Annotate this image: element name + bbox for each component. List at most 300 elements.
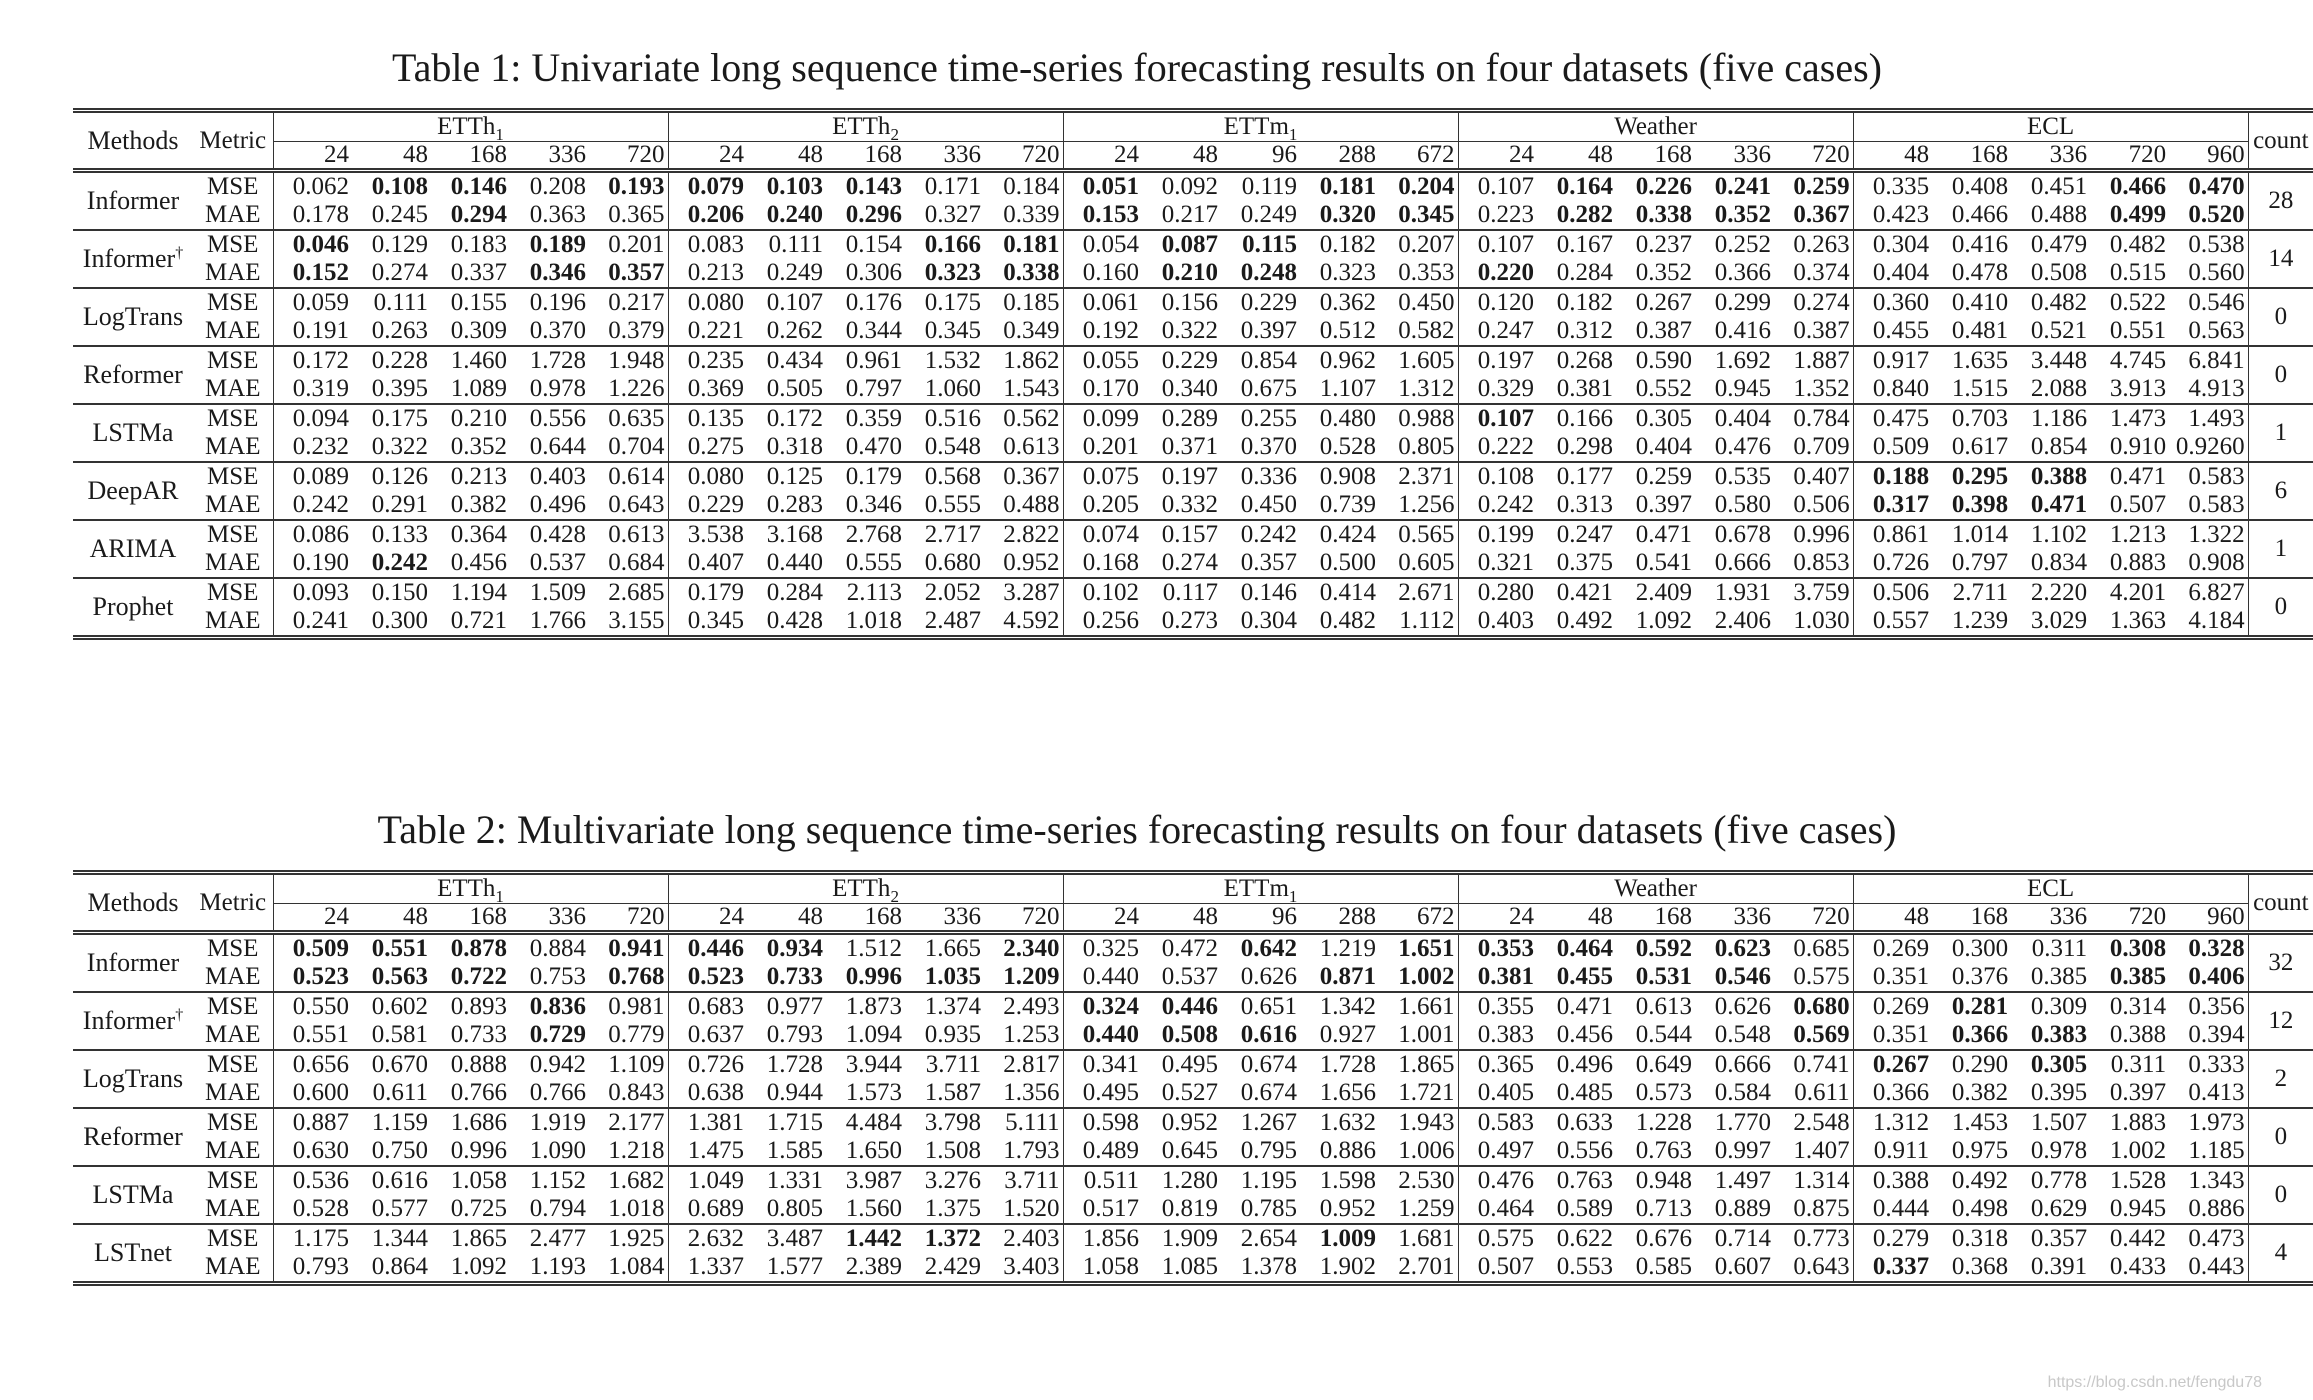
metric-value: 0.363: [510, 201, 589, 230]
method-group: [73, 346, 2313, 404]
metric-value: 0.273: [1142, 607, 1221, 638]
metric-value: 1.948: [608, 347, 665, 374]
metric-value: 0.440: [1063, 963, 1142, 992]
metric-value: 0.314: [2109, 993, 2167, 1020]
metric-value: 1.152: [529, 1167, 586, 1194]
metric-value: 0.274: [352, 259, 431, 288]
methods-header: Methods: [73, 873, 193, 933]
metric-value: 3.168: [766, 521, 824, 548]
best-value: 0.181: [1319, 173, 1377, 200]
metric-value: 0.242: [1458, 491, 1537, 520]
method-group: [73, 1050, 2313, 1108]
metric-value: 0.975: [1932, 1137, 2011, 1166]
metric-value: 0.322: [1142, 317, 1221, 346]
metric-label: MSE: [207, 1167, 259, 1194]
metric-value: 0.550: [273, 992, 352, 1021]
metric-value: 0.475: [1853, 404, 1932, 433]
metric-value: 1.375: [905, 1195, 984, 1224]
metric-value: [1537, 963, 1616, 992]
horizon-header: 24: [1458, 142, 1537, 171]
metric-value: 0.496: [1556, 1051, 1614, 1078]
metric-value: 0.313: [1537, 491, 1616, 520]
metric-value: 1.213: [2109, 521, 2167, 548]
table-row: [73, 171, 2313, 202]
metric-value: 0.805: [747, 1195, 826, 1224]
metric-value: 0.155: [450, 289, 507, 316]
metric-value: [2090, 171, 2169, 202]
metric-value: 0.962: [1319, 347, 1377, 374]
dataset-header: [1458, 111, 1853, 142]
metric-value: 1.925: [608, 1225, 665, 1252]
metric-value: 0.369: [668, 375, 747, 404]
metric-value: [352, 963, 431, 992]
metric-value: 0.476: [1695, 433, 1774, 462]
metric-value: 0.229: [668, 491, 747, 520]
metric-value: 0.184: [1003, 173, 1060, 200]
metric-value: [1458, 259, 1537, 288]
metric-value: 0.644: [510, 433, 589, 462]
method-name: [73, 230, 193, 288]
win-count: 0: [2248, 346, 2313, 404]
metric-value: 0.207: [1398, 231, 1455, 258]
metric-value: 4.201: [2109, 579, 2167, 606]
metric-value: 0.766: [431, 1079, 510, 1108]
metric-value: 0.353: [1379, 259, 1458, 288]
metric-value: 1.049: [668, 1166, 747, 1195]
metric-value: 0.713: [1616, 1195, 1695, 1224]
metric-label: MAE: [193, 259, 273, 288]
metric-value: 0.170: [1063, 375, 1142, 404]
metric-value: [431, 963, 510, 992]
horizon-header: 720: [984, 142, 1063, 171]
metric-value: [1774, 1021, 1853, 1050]
metric-value: 0.613: [608, 521, 665, 548]
metric-value: 0.346: [826, 491, 905, 520]
metric-value: [747, 933, 826, 964]
metric-label: MSE: [207, 405, 259, 432]
dataset-name: Weather: [1614, 113, 1697, 140]
metric-value: 0.555: [826, 549, 905, 578]
best-value: 0.181: [1003, 231, 1060, 258]
metric-value: 0.312: [1537, 317, 1616, 346]
horizon-header: 336: [510, 142, 589, 171]
metric-value: 0.575: [1458, 1224, 1537, 1253]
metric-value: 0.528: [273, 1195, 352, 1224]
best-value: 0.046: [292, 231, 349, 258]
best-value: 0.166: [924, 231, 982, 258]
metric-value: 0.336: [1240, 463, 1298, 490]
metric-value: 0.403: [1458, 607, 1537, 638]
dataset-name: ETTh: [437, 875, 496, 902]
metric-value: 0.428: [529, 521, 586, 548]
metric-value: 0.488: [984, 491, 1063, 520]
metric-value: [431, 933, 510, 964]
win-count: 12: [2248, 992, 2313, 1050]
metric-value: 0.480: [1319, 405, 1377, 432]
metric-value: 0.221: [668, 317, 747, 346]
metric-value: [1063, 1021, 1142, 1050]
metric-value: 2.711: [1952, 579, 2009, 606]
win-count: 2: [2248, 1050, 2313, 1108]
best-value: 0.398: [1951, 491, 2009, 518]
metric-value: 0.111: [768, 231, 824, 258]
metric-value: 1.560: [826, 1195, 905, 1224]
metric-value: 0.583: [1458, 1108, 1537, 1137]
metric-value: 0.680: [905, 549, 984, 578]
best-value: 0.455: [1556, 963, 1614, 990]
metric-value: 0.598: [1063, 1108, 1142, 1137]
metric-value: 0.357: [1221, 549, 1300, 578]
metric-value: 0.375: [1537, 549, 1616, 578]
metric-value: 0.217: [608, 289, 665, 316]
metric-value: 0.656: [273, 1050, 352, 1079]
metric-value: 0.794: [510, 1195, 589, 1224]
method-group: [73, 404, 2313, 462]
best-value: 0.282: [1556, 201, 1614, 228]
metric-value: 0.685: [1793, 935, 1850, 962]
metric-value: 2.671: [1398, 579, 1455, 606]
metric-value: 0.626: [1221, 963, 1300, 992]
metric-value: 0.416: [1951, 231, 2009, 258]
best-value: 0.328: [2188, 935, 2245, 962]
metric-value: 0.944: [747, 1079, 826, 1108]
metric-value: [1300, 171, 1379, 202]
metric-value: 0.927: [1300, 1021, 1379, 1050]
metric-value: [826, 1224, 905, 1253]
metric-value: 0.284: [766, 579, 824, 606]
best-value: 1.651: [1398, 935, 1455, 962]
metric-value: 0.797: [1932, 549, 2011, 578]
metric-value: 0.229: [1240, 289, 1298, 316]
horizon-header: 168: [826, 904, 905, 933]
metric-value: [1932, 491, 2011, 520]
metric-value: 0.289: [1161, 405, 1219, 432]
metric-header: Metric: [193, 873, 273, 933]
metric-value: 0.275: [668, 433, 747, 462]
metric-value: 0.183: [450, 231, 507, 258]
metric-value: 1.356: [984, 1079, 1063, 1108]
metric-value: 1.686: [450, 1109, 507, 1136]
metric-value: 6.841: [2188, 347, 2245, 374]
horizon-header: 48: [1853, 142, 1932, 171]
metric-value: 3.276: [924, 1167, 982, 1194]
method-dagger: †: [175, 1006, 184, 1024]
metric-value: 0.167: [1556, 231, 1614, 258]
metric-value: 0.356: [2188, 993, 2245, 1020]
metric-value: [431, 171, 510, 202]
metric-value: 0.996: [431, 1137, 510, 1166]
metric-value: 0.507: [2090, 491, 2169, 520]
metric-value: 1.195: [1240, 1167, 1298, 1194]
horizon-header: 168: [1932, 142, 2011, 171]
best-value: 0.346: [529, 259, 586, 286]
table1-caption: Table 1: Univariate long sequence time-series forecasting results on four datasets (five cases): [392, 45, 1882, 90]
dataset-header: [668, 111, 1063, 142]
metric-value: 1.006: [1379, 1137, 1458, 1166]
metric-value: 0.563: [2169, 317, 2248, 346]
metric-value: 0.689: [668, 1195, 747, 1224]
metric-value: 0.613: [1635, 993, 1693, 1020]
metric-value: 2.817: [1003, 1051, 1060, 1078]
metric-value: 0.329: [1458, 375, 1537, 404]
method-group: [73, 520, 2313, 578]
method-label: LSTMa: [92, 418, 174, 447]
metric-value: 0.179: [668, 578, 747, 607]
metric-value: 0.395: [2011, 1079, 2090, 1108]
horizon-header: 24: [273, 142, 352, 171]
metric-value: [2011, 462, 2090, 491]
metric-value: 0.179: [845, 463, 903, 490]
metric-value: 0.517: [1063, 1195, 1142, 1224]
metric-value: 2.822: [1003, 521, 1060, 548]
metric-value: 0.678: [1714, 521, 1772, 548]
header-row-datasets: [73, 873, 2313, 904]
method-label: DeepAR: [87, 476, 179, 505]
win-count: 6: [2248, 462, 2313, 520]
metric-value: 0.785: [1221, 1195, 1300, 1224]
metric-value: [984, 933, 1063, 964]
metric-value: [747, 963, 826, 992]
metric-value: 0.750: [352, 1137, 431, 1166]
metric-value: 1.092: [1616, 607, 1695, 638]
horizon-header: 48: [1142, 142, 1221, 171]
best-value: 0.337: [1872, 1253, 1930, 1280]
horizon-header: 168: [826, 142, 905, 171]
best-value: 0.345: [1398, 201, 1455, 228]
best-value: 0.551: [371, 935, 428, 962]
metric-value: [1537, 933, 1616, 964]
metric-value: [905, 963, 984, 992]
metric-value: 0.352: [1616, 259, 1695, 288]
metric-value: [1695, 201, 1774, 230]
metric-value: 0.917: [1853, 346, 1932, 375]
metric-value: 0.335: [1853, 171, 1932, 202]
metric-value: 0.397: [2090, 1079, 2169, 1108]
metric-value: 0.726: [668, 1050, 747, 1079]
metric-value: 0.197: [1161, 463, 1219, 490]
metric-value: 0.322: [352, 433, 431, 462]
metric-value: 0.269: [1853, 933, 1932, 964]
method-group: [73, 171, 2313, 231]
best-value: 0.406: [2188, 963, 2245, 990]
horizon-header: 24: [1458, 904, 1537, 933]
metric-value: 5.111: [1005, 1109, 1060, 1136]
metric-value: 0.304: [1221, 607, 1300, 638]
metric-value: 0.217: [1142, 201, 1221, 230]
metric-value: 0.709: [1774, 433, 1853, 462]
metric-value: 0.074: [1063, 520, 1142, 549]
metric-value: [2090, 201, 2169, 230]
metric-value: 0.497: [1458, 1137, 1537, 1166]
best-value: 0.508: [1161, 1021, 1219, 1048]
metric-value: 0.379: [589, 317, 668, 346]
metric-value: 0.083: [668, 230, 747, 259]
metric-value: 0.299: [1714, 289, 1772, 316]
metric-value: 0.515: [2090, 259, 2169, 288]
best-value: 0.115: [1242, 231, 1298, 258]
metric-value: 2.477: [529, 1225, 586, 1252]
metric-value: 1.453: [1951, 1109, 2009, 1136]
metric-value: 0.471: [1635, 521, 1693, 548]
method-label: Informer: [86, 948, 180, 977]
metric-value: [1537, 171, 1616, 202]
metric-value: 0.168: [1063, 549, 1142, 578]
metric-value: 0.548: [905, 433, 984, 462]
metric-value: 0.553: [1537, 1253, 1616, 1284]
metric-value: 0.560: [2169, 259, 2248, 288]
metric-value: 1.528: [2109, 1167, 2167, 1194]
best-value: 0.281: [1951, 993, 2009, 1020]
metric-value: 0.252: [1714, 231, 1772, 258]
metric-value: 0.268: [1556, 347, 1614, 374]
metric-value: 0.197: [1458, 346, 1537, 375]
metric-value: 0.739: [1300, 491, 1379, 520]
win-count: 0: [2248, 578, 2313, 638]
metric-value: 0.884: [529, 935, 586, 962]
metric-value: 0.428: [747, 607, 826, 638]
metric-value: 4.184: [2169, 607, 2248, 638]
metric-value: 0.805: [1379, 433, 1458, 462]
metric-value: 1.342: [1319, 993, 1377, 1020]
metric-value: 2.717: [924, 521, 982, 548]
horizon-header: 336: [1695, 904, 1774, 933]
metric-value: 0.341: [1063, 1050, 1142, 1079]
metric-value: 0.182: [1319, 231, 1377, 258]
method-label: LogTrans: [82, 1064, 184, 1093]
method-label: ARIMA: [89, 534, 177, 563]
metric-value: [1458, 933, 1537, 964]
metric-value: 0.367: [1003, 463, 1060, 490]
dataset-header: [1853, 111, 2248, 142]
metric-value: 1.253: [984, 1021, 1063, 1050]
metric-value: 1.256: [1379, 491, 1458, 520]
metric-value: 0.492: [1537, 607, 1616, 638]
metric-value: 0.472: [1161, 935, 1219, 962]
metric-value: 0.464: [1458, 1195, 1537, 1224]
metric-value: 1.378: [1221, 1253, 1300, 1284]
metric-label: MAE: [193, 607, 273, 638]
metric-value: 2.493: [1003, 993, 1060, 1020]
metric-value: [2169, 963, 2248, 992]
metric-value: [2011, 1021, 2090, 1050]
metric-value: 0.704: [589, 433, 668, 462]
metric-value: 1.337: [668, 1253, 747, 1284]
metric-value: [589, 963, 668, 992]
metric-value: [1221, 259, 1300, 288]
metric-value: 0.889: [1695, 1195, 1774, 1224]
metric-value: 0.414: [1319, 579, 1377, 606]
metric-value: 1.493: [2188, 405, 2245, 432]
metric-value: [1063, 171, 1142, 202]
metric-value: 0.413: [2169, 1079, 2248, 1108]
metric-value: 0.249: [1221, 201, 1300, 230]
metric-value: 0.150: [371, 579, 428, 606]
metric-value: 0.309: [2030, 993, 2088, 1020]
metric-value: 0.093: [273, 578, 352, 607]
metric-header: Metric: [193, 111, 273, 171]
metric-value: 0.585: [1616, 1253, 1695, 1284]
table-row: [73, 1021, 2313, 1050]
method-label: LSTnet: [94, 1238, 172, 1267]
method-label: Reformer: [83, 360, 183, 389]
metric-value: 1.312: [1379, 375, 1458, 404]
metric-value: 2.403: [1003, 1225, 1060, 1252]
metric-value: 2.406: [1695, 607, 1774, 638]
metric-value: [1221, 1021, 1300, 1050]
metric-value: 1.280: [1161, 1167, 1219, 1194]
best-value: 0.385: [2109, 963, 2167, 990]
metric-value: 0.546: [2188, 289, 2245, 316]
table-row: [73, 607, 2313, 638]
metric-value: 1.577: [747, 1253, 826, 1284]
best-value: 0.317: [1872, 491, 1930, 518]
metric-value: 0.387: [1616, 317, 1695, 346]
metric-value: 3.403: [984, 1253, 1063, 1284]
metric-value: 0.424: [1319, 521, 1377, 548]
metric-value: 0.978: [510, 375, 589, 404]
metric-value: 0.055: [1063, 346, 1142, 375]
metric-value: 0.779: [589, 1021, 668, 1050]
metric-value: 0.674: [1240, 1051, 1298, 1078]
method-name: [73, 1224, 193, 1284]
metric-value: 0.538: [2188, 231, 2245, 258]
metric-label: MSE: [207, 173, 259, 200]
horizon-header: 48: [1537, 142, 1616, 171]
dataset-name: Weather: [1614, 875, 1697, 902]
table-row: [73, 1108, 2313, 1137]
best-value: 0.733: [766, 963, 824, 990]
method-name: [73, 404, 193, 462]
metric-value: 1.692: [1714, 347, 1772, 374]
metric-value: 3.798: [924, 1109, 982, 1136]
horizon-header: 720: [1774, 142, 1853, 171]
metric-value: 0.157: [1161, 521, 1219, 548]
metric-value: 1.092: [431, 1253, 510, 1284]
metric-value: [510, 1021, 589, 1050]
table1: [73, 108, 2313, 640]
best-value: 0.320: [1319, 201, 1377, 228]
metric-value: 0.675: [1221, 375, 1300, 404]
metric-value: 2.177: [608, 1109, 665, 1136]
metric-value: 0.433: [2090, 1253, 2169, 1284]
horizon-header: 24: [1063, 904, 1142, 933]
metric-value: 0.784: [1793, 405, 1850, 432]
header-row-datasets: [73, 111, 2313, 142]
metric-value: 0.376: [1932, 963, 2011, 992]
metric-value: 0.205: [1063, 491, 1142, 520]
horizon-header: 24: [1063, 142, 1142, 171]
best-value: 0.206: [687, 201, 745, 228]
metric-value: 0.481: [1932, 317, 2011, 346]
header-row-horizons: [73, 142, 2313, 171]
metric-value: 0.600: [273, 1079, 352, 1108]
best-value: 0.204: [1398, 173, 1455, 200]
metric-value: 1.109: [608, 1051, 665, 1078]
method-name: [73, 346, 193, 404]
metric-value: 2.487: [905, 607, 984, 638]
horizon-header: 720: [589, 904, 668, 933]
metric-value: [905, 1224, 984, 1253]
metric-value: 2.113: [846, 579, 903, 606]
metric-value: 0.562: [1003, 405, 1060, 432]
metric-value: 0.245: [352, 201, 431, 230]
metric-value: 1.473: [2109, 405, 2167, 432]
metric-value: 0.988: [1398, 405, 1455, 432]
metric-value: 1.331: [766, 1167, 824, 1194]
metric-value: [826, 963, 905, 992]
dataset-name: ETTh: [437, 113, 496, 140]
metric-value: 0.333: [2188, 1051, 2245, 1078]
